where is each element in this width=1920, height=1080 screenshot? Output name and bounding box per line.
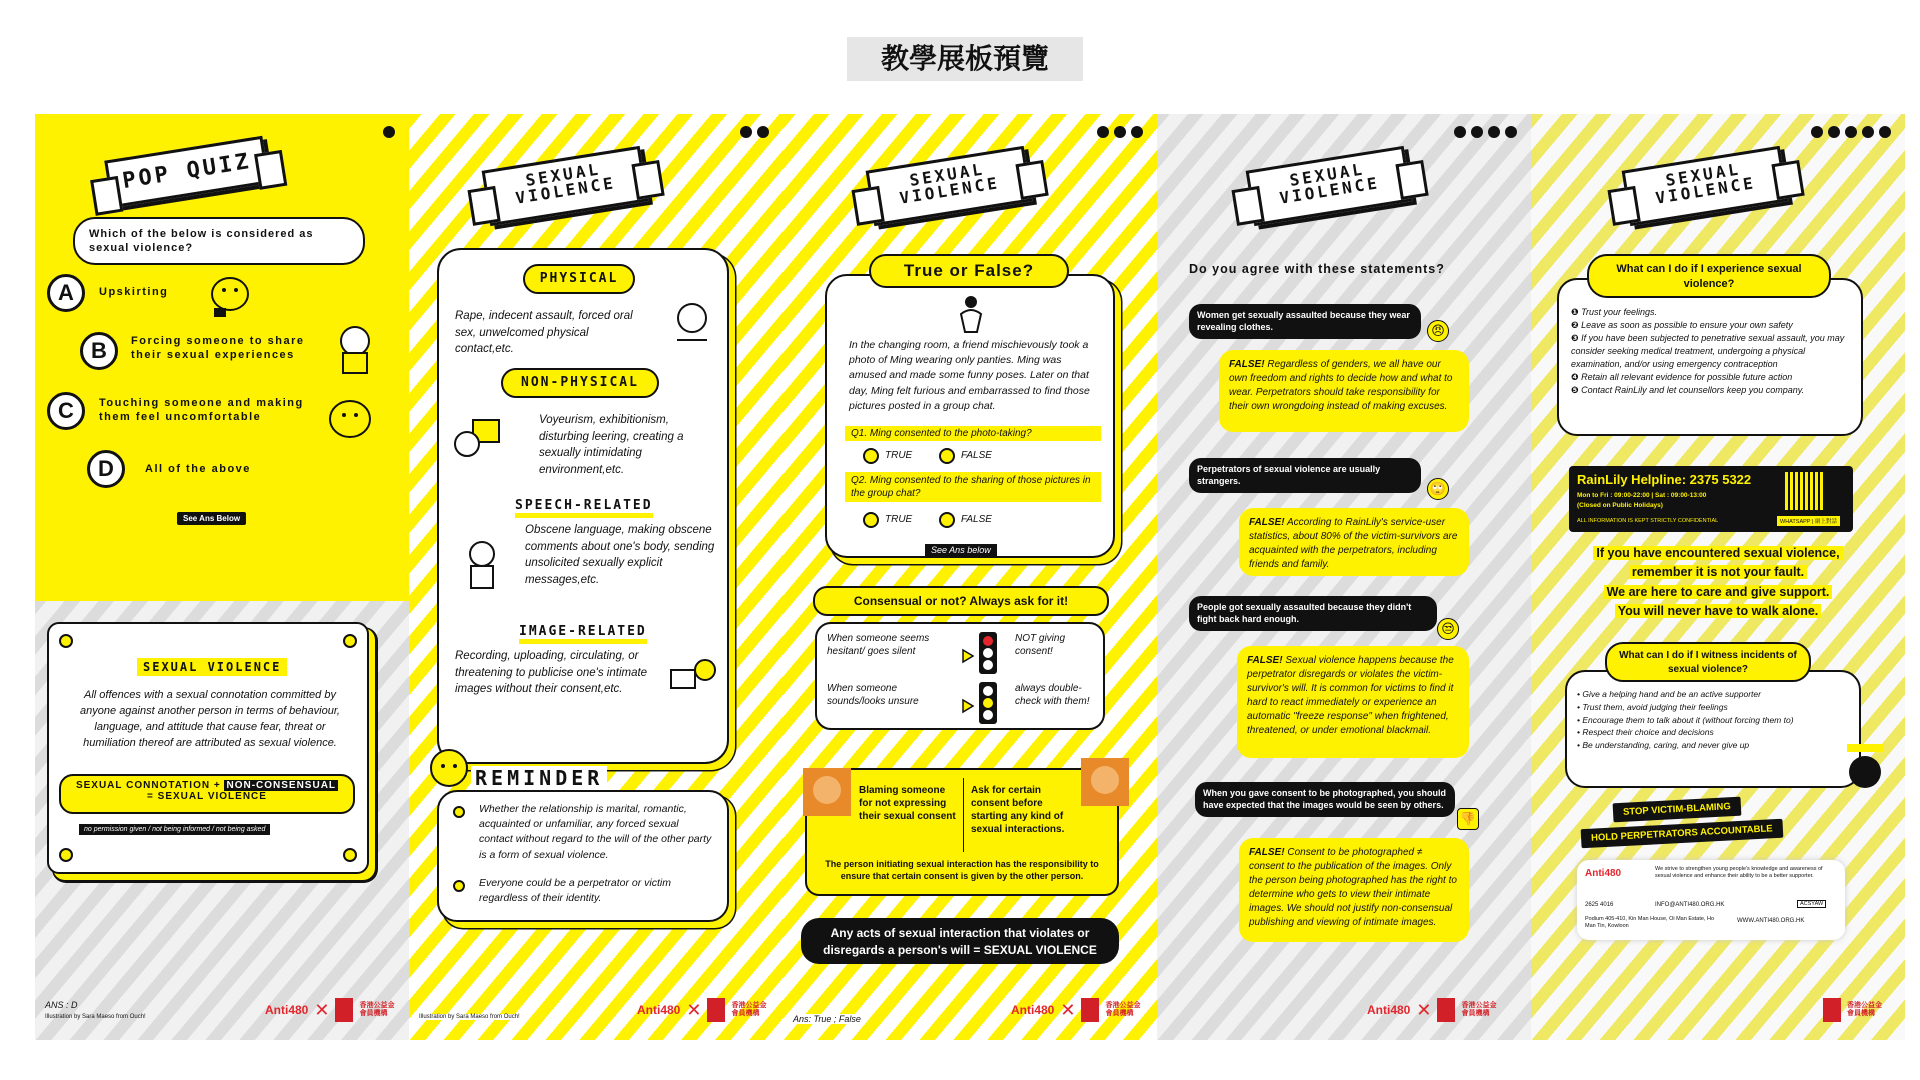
blame-box [805, 768, 1119, 896]
traffic-light-icon [959, 628, 1009, 728]
witness-item-4: • Respect their choice and decisions [1577, 727, 1714, 738]
panel-myths [1157, 114, 1531, 1040]
website-text[interactable]: WWW.ANTI480.ORG.HK [1737, 918, 1805, 924]
cross-icon: ✕ [314, 999, 330, 1020]
fact-text: Regardless of genders, we all have our own freedom and rights to decide how and what to wear. Perpetrators should take responsibility for their own wrongdoing instead of making excuses. [1229, 359, 1453, 412]
q1-false-label: FALSE [961, 450, 992, 461]
helpline-box [1569, 466, 1853, 532]
witness-item-3: • Encourage them to talk about it (without forcing them to) [1577, 714, 1794, 725]
person-doodle-icon [955, 294, 987, 334]
image-related-text: Recording, uploading, circulating, or threatening to publicise one's intimate images without their consent,etc. [455, 650, 648, 696]
myth-1: Women get sexually assaulted because they wear revealing clothes. [1189, 304, 1421, 339]
answer-text: Ans: True ; False [793, 1014, 861, 1024]
q1-false-radio[interactable] [939, 448, 955, 464]
speech-related-label: SPEECH-RELATED [515, 498, 653, 518]
footer-logos [1823, 998, 1882, 1022]
anti480-logo: Anti480 [265, 1003, 309, 1017]
myth-3: People got sexually assaulted because they didn't fight back hard enough. [1189, 596, 1437, 631]
sharing-doodle-icon [325, 319, 385, 379]
physical-label: PHYSICAL [523, 264, 635, 294]
social-handle[interactable]: ACSYAW [1797, 900, 1826, 908]
banner-pop-quiz: POP QUIZ [104, 136, 270, 208]
consent-case-1: When someone seems hesitant/ goes silent [827, 633, 930, 657]
consent-result-2: always double-check with them! [1015, 683, 1090, 707]
option-b-text: Forcing someone to share their sexual experiences [131, 335, 305, 362]
option-letter-d: D [87, 450, 125, 488]
banner-sexual-violence: SEXUAL VIOLENCE [482, 146, 649, 226]
fact-label: FALSE! [1249, 847, 1285, 858]
option-letter-b: B [80, 332, 118, 370]
card-pin-icon [59, 634, 73, 648]
consent-card [815, 622, 1105, 730]
experience-card [1557, 263, 1863, 436]
equation-box [59, 774, 355, 814]
see-answer-tag[interactable]: See Ans below [925, 544, 997, 556]
banner-sexual-violence: SEXUAL VIOLENCE [1622, 146, 1789, 226]
equation-part-b: NON-CONSENSUAL [226, 780, 337, 791]
community-chest-logo [1437, 998, 1455, 1022]
fact-2 [1239, 508, 1469, 576]
page-dots [1097, 126, 1143, 138]
divider [963, 778, 964, 852]
q2-false-label: FALSE [961, 514, 992, 525]
option-c-text: Touching someone and making them feel uncomfortable [99, 397, 304, 424]
illustration-credit: Illustration by Sara Maeso from Ouch! [419, 1014, 520, 1020]
address-text: Podium 405-410, Kin Man House, Oi Man Estate, Ho Man Tin, Kowloon [1585, 916, 1715, 930]
banner-sexual-violence: SEXUAL VIOLENCE [866, 146, 1033, 226]
community-chest-logo [707, 998, 725, 1022]
true-false-title: True or False? [869, 254, 1069, 288]
helpline-hours: Mon to Fri : 09:00-22:00 | Sat : 09:00-13:00 [1577, 492, 1707, 499]
speech-doodle-icon [457, 534, 507, 594]
partner-logo-text: 香港公益金 會員機構 [1847, 1002, 1882, 1017]
panel-forms-of-violence [409, 114, 783, 1040]
encouragement-line-2: remember it is not your fault. [1629, 565, 1807, 579]
partner-logo-text: 香港公益金 會員機構 [731, 1002, 767, 1017]
definition-title: SEXUAL VIOLENCE [137, 658, 287, 676]
witness-item-2: • Trust them, avoid judging their feelings [1577, 701, 1728, 712]
step-4: ❹ Retain all relevant evidence for possible future action [1571, 372, 1793, 383]
cross-icon: ✕ [1416, 999, 1432, 1020]
anti480-logo: Anti480 [1011, 1003, 1055, 1017]
footer-logos [265, 998, 394, 1022]
card-pin-icon [343, 634, 357, 648]
myth-2: Perpetrators of sexual violence are usually strangers. [1189, 458, 1421, 493]
partner-logo-text: 香港公益金 會員機構 [1105, 1002, 1141, 1017]
fact-text: Consent to be photographed ≠ consent to the publication of the images. Only the person being photographed has the right to determine who gets to view their intimate images. We should not justify non-consensual publishing and viewing of intimate images. [1249, 847, 1457, 928]
option-a-text: Upskirting [99, 286, 169, 298]
cross-icon: ✕ [686, 999, 702, 1020]
partner-logo-text: 香港公益金 會員機構 [359, 1002, 395, 1017]
fact-label: FALSE! [1249, 517, 1285, 528]
responsibility-text: The person initiating sexual interaction has the responsibility to ensure that certain consent is given by the other person. [825, 859, 1099, 882]
page-dots [1811, 126, 1891, 138]
panel-pop-quiz [35, 114, 409, 1040]
equation-note: no permission given / not being informed / not being asked [79, 824, 270, 835]
meme-approve-icon [1077, 754, 1133, 810]
question-2: Q2. Ming consented to the sharing of those pictures in the group chat? [845, 472, 1101, 502]
page-dots [1454, 126, 1517, 138]
cross-icon: ✕ [1060, 999, 1076, 1020]
witness-list [1577, 688, 1847, 752]
partner-logo-text: 香港公益金 會員機構 [1461, 1002, 1497, 1017]
fact-label: FALSE! [1247, 655, 1283, 666]
card-pin-icon [343, 848, 357, 862]
fact-3 [1237, 646, 1469, 758]
option-d-text: All of the above [145, 463, 251, 475]
q1-true-label: TRUE [885, 450, 913, 461]
definition-text: All offences with a sexual connotation committed by anyone against another person in terms of behaviour, language, and attitude that cause fear, threat or humiliation thereof are attributed as sexual violence. [80, 689, 340, 749]
card-pin-icon [59, 848, 73, 862]
thumbs-down-icon: 👎 [1457, 808, 1479, 830]
page-title: 教學展板預覽 [847, 37, 1083, 81]
q2-true-radio[interactable] [863, 512, 879, 528]
witness-question: What can I do if I witness incidents of sexual violence? [1605, 642, 1811, 682]
quiz-question: Which of the below is considered as sexual violence? [73, 217, 365, 265]
unamused-face-icon: 😒 [1437, 618, 1459, 640]
fact-text: Sexual violence happens because the perpetrator disregards or violates the victim-survivor's will. It is common for victims to find it hard to react immediately or experience an automatic "freeze response" when frightened, threatened, or under emotional blackmail. [1247, 655, 1454, 736]
q2-false-radio[interactable] [939, 512, 955, 528]
anti480-logo: Anti480 [637, 1003, 681, 1017]
banner-sexual-violence: SEXUAL VIOLENCE [1246, 146, 1413, 226]
page-dots [740, 126, 769, 138]
helpline-number: RainLily Helpline: 2375 5322 [1577, 472, 1752, 487]
question-1: Q1. Ming consented to the photo-taking? [845, 426, 1101, 441]
encouragement-line-1: If you have encountered sexual violence, [1593, 546, 1842, 560]
community-chest-logo [335, 998, 353, 1022]
footer-logos [1011, 998, 1140, 1022]
touching-doodle-icon [320, 389, 380, 449]
fact-label: FALSE! [1229, 359, 1265, 370]
organisation-card [1577, 860, 1845, 940]
forms-card [437, 248, 729, 764]
myth-4: When you gave consent to be photographed, you should have expected that the images would be seen by others. [1195, 782, 1455, 817]
email-text[interactable]: INFO@ANTI480.ORG.HK [1655, 902, 1725, 908]
footer-logos [637, 998, 766, 1022]
helpline-closed: (Closed on Public Holidays) [1577, 502, 1663, 509]
encouragement-line-4: You will never have to walk alone. [1615, 604, 1822, 618]
equation-part-c: = SEXUAL VIOLENCE [147, 791, 267, 802]
speech-related-text: Obscene language, making obscene comments about one's body, sending unsolicited sexually explicit messages,etc. [525, 524, 715, 587]
anti480-logo: Anti480 [1367, 1003, 1411, 1017]
encouragement-line-3: We are here to care and give support. [1604, 585, 1833, 599]
blame-left-text: Blaming someone for not expressing their sexual consent [859, 785, 956, 822]
encouragement [1551, 544, 1885, 622]
step-1: ❶ Trust your feelings. [1571, 307, 1658, 317]
whatsapp-tag[interactable]: WHATSAPP | 網上對話 [1777, 516, 1840, 526]
reminder-title: REMINDER [471, 766, 607, 790]
final-statement: Any acts of sexual interaction that violates or disregards a person's will = SEXUAL VIOLENCE [801, 918, 1119, 964]
option-letter-a: A [47, 274, 85, 312]
qr-code-icon[interactable] [1785, 472, 1823, 510]
bullet-icon [453, 880, 465, 892]
physical-doodle-icon [667, 296, 717, 346]
helpline-confidential: ALL INFORMATION IS KEPT STRICTLY CONFIDENTIAL [1577, 518, 1719, 524]
anti480-logo: Anti480 [1585, 868, 1622, 879]
reminder-item-2: Everyone could be a perpetrator or victim regardless of their identity. [479, 877, 672, 905]
witness-item-5: • Be understanding, caring, and never give up [1577, 740, 1750, 750]
q2-true-label: TRUE [885, 514, 913, 525]
witness-card [1565, 650, 1861, 788]
non-physical-text: Voyeurism, exhibitionism, disturbing leering, creating a sexually intimidating environment,etc. [539, 414, 684, 477]
panel-support [1531, 114, 1905, 1040]
witness-item-1: • Give a helping hand and be an active supporter [1577, 689, 1761, 699]
page-dots [383, 126, 395, 138]
fact-1 [1219, 350, 1469, 432]
meme-disapprove-icon [799, 764, 855, 820]
angry-face-icon: 😠 [1427, 320, 1449, 342]
fact-4 [1239, 838, 1469, 942]
q1-true-radio[interactable] [863, 448, 879, 464]
mission-text: We strive to strengthen young people's knowledge and awareness of sexual violence and enhance their ability to be a better supporter. [1655, 866, 1823, 880]
definition-card [47, 622, 369, 874]
experience-question: What can I do if I experience sexual violence? [1587, 254, 1831, 298]
community-chest-logo [1823, 998, 1841, 1022]
reminder-doodle-icon [427, 746, 471, 790]
equation-part-a: SEXUAL CONNOTATION + [75, 780, 225, 791]
blame-right-text: Ask for certain consent before starting any kind of sexual interactions. [971, 785, 1065, 835]
non-physical-label: NON-PHYSICAL [501, 368, 659, 398]
voyeur-doodle-icon [449, 408, 509, 468]
option-letter-c: C [47, 392, 85, 430]
hold-perpetrators-accountable: HOLD PERPETRATORS ACCOUNTABLE [1581, 819, 1783, 849]
consent-case-2: When someone sounds/looks unsure [827, 683, 919, 707]
steps-list [1571, 306, 1853, 397]
answer-text: ANS : D [45, 1000, 78, 1010]
image-related-label: IMAGE-RELATED [519, 624, 647, 644]
panel-consent [783, 114, 1157, 1040]
step-5: ❺ Contact RainLily and let counsellors keep you company. [1571, 385, 1805, 396]
illustration-credit: Illustration by Sara Maeso from Ouch! [45, 1014, 146, 1020]
myths-heading: Do you agree with these statements? [1189, 262, 1445, 276]
step-2: ❷ Leave as soon as possible to ensure your own safety [1571, 320, 1793, 331]
physical-text: Rape, indecent assault, forced oral sex, unwelcomed physical contact,etc. [455, 310, 633, 356]
reminder-item-1: Whether the relationship is marital, romantic, acquainted or unfamiliar, any forced sexual contact without regard to the will of the other party is a form of sexual violence. [479, 803, 712, 861]
story-text: In the changing room, a friend mischievously took a photo of Ming wearing only panties. Ming was amused and made some funny poses. Later on that day, Ming felt furious and embarrassed to find those pictures posted in a group chat. [849, 339, 1090, 412]
consent-result-1: NOT giving consent! [1015, 633, 1066, 657]
step-3: ❸ If you have been subjected to penetrative sexual assault, you may consider seeking medical treatment, undergoing a physical examination, and/or using emergency contraception [1571, 333, 1845, 370]
rolling-eyes-face-icon: 🙄 [1427, 478, 1449, 500]
reminder-card [437, 790, 729, 922]
supporter-doodle-icon [1837, 734, 1893, 794]
upskirting-doodle-icon [200, 264, 260, 324]
phone-text[interactable]: 2625 4016 [1585, 902, 1614, 908]
image-doodle-icon [665, 650, 721, 706]
true-false-card [825, 261, 1115, 558]
stop-victim-blaming: STOP VICTIM-BLAMING [1613, 797, 1742, 823]
footer-logos [1367, 998, 1496, 1022]
community-chest-logo [1081, 998, 1099, 1022]
fact-text: According to RainLily's service-user statistics, about 80% of the victim-survivors are acquainted with the perpetrators, including friends and family. [1249, 517, 1458, 570]
consent-title: Consensual or not? Always ask for it! [813, 586, 1109, 616]
see-answer-button[interactable]: See Ans Below [177, 512, 246, 525]
bullet-icon [453, 806, 465, 818]
